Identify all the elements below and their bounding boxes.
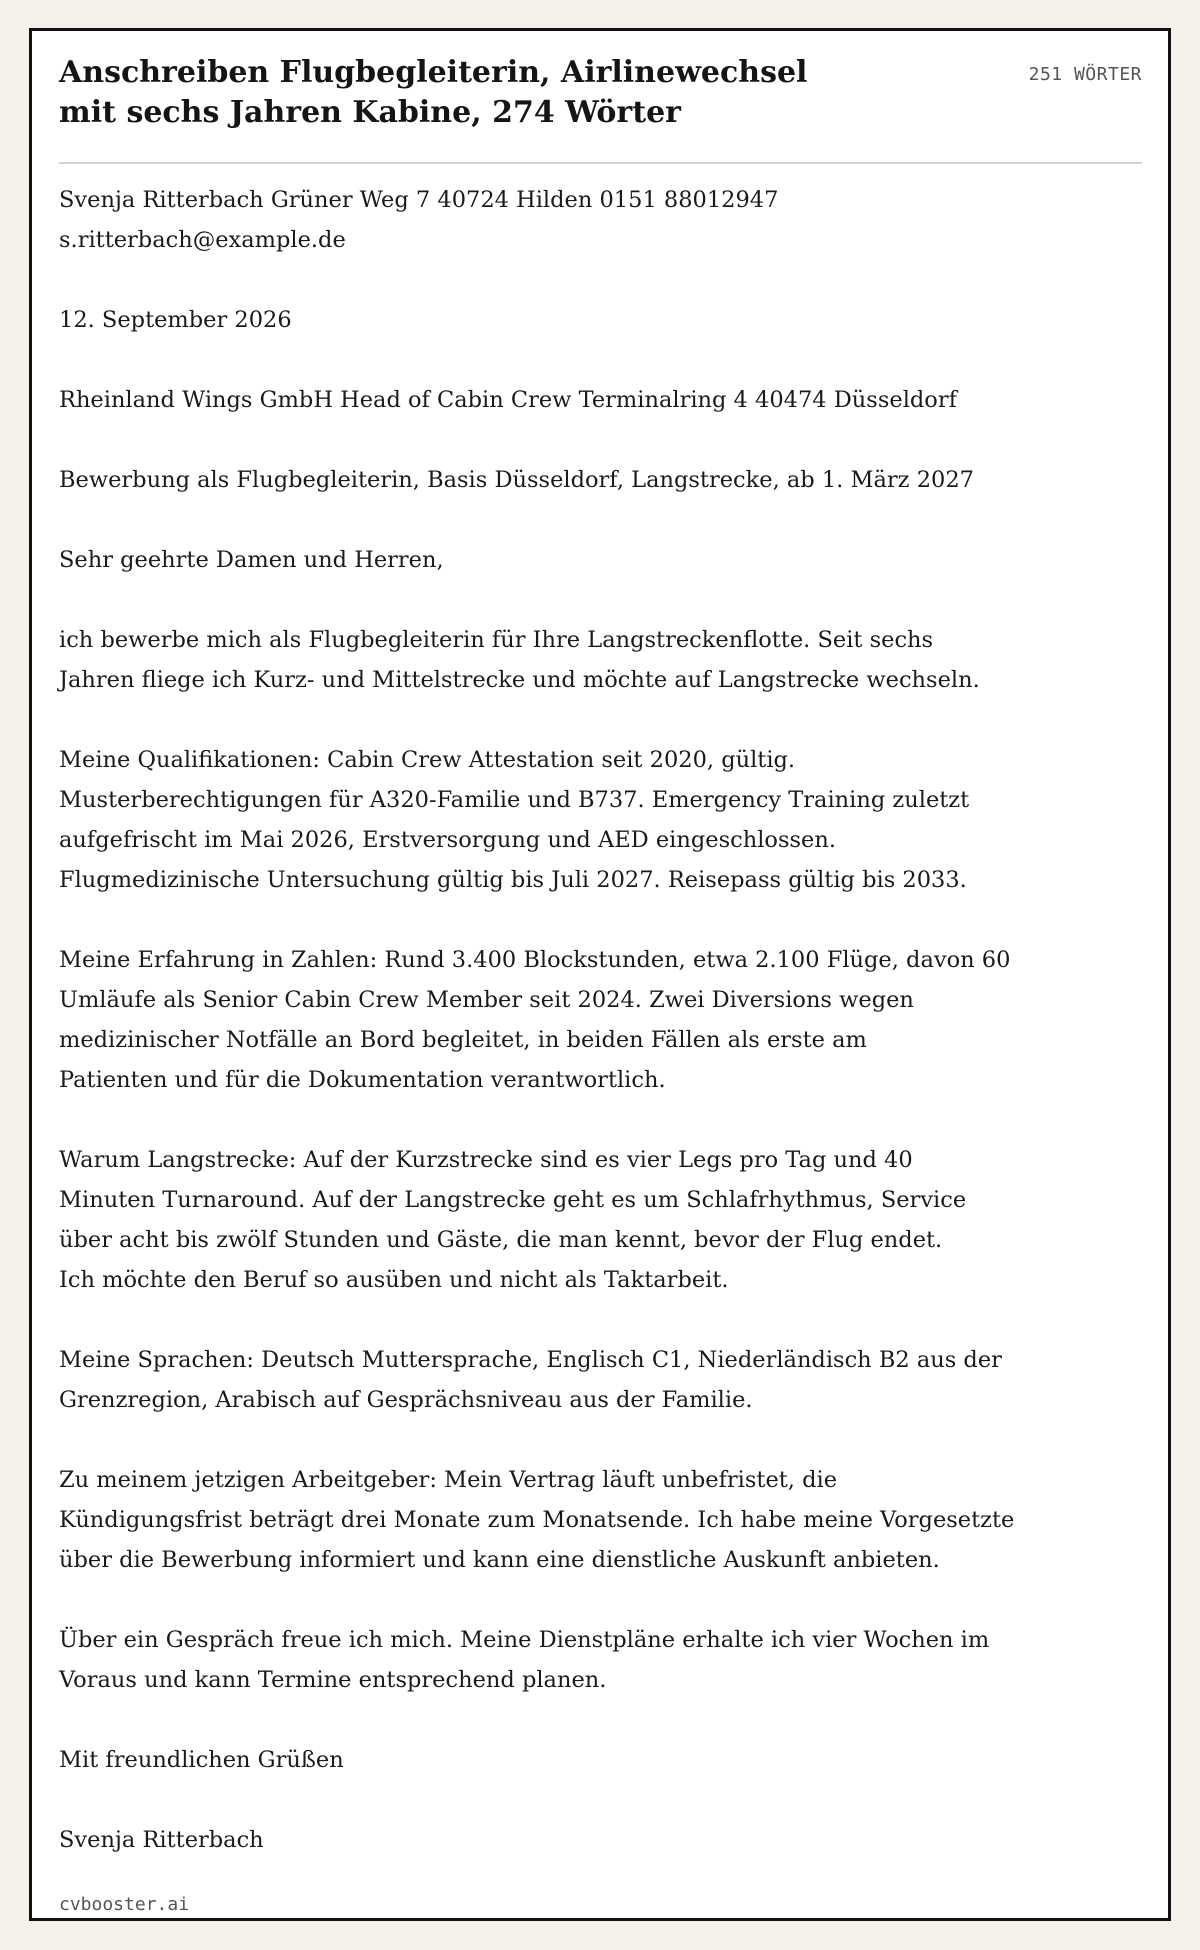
signature-name: Svenja Ritterbach [59, 1827, 264, 1853]
paragraph-motivation: Warum Langstrecke: Auf der Kurzstrecke sind es vier Legs pro Tag und 40 Minuten Turnaround. Auf der Langstrecke geht es um Schlafrhythmus, Service über acht bis zwölf Stunden und Gäste, die man kennt, bevor der Flug endet. Ich möchte den Beruf so ausüben und nicht als Taktarbeit. [59, 1147, 967, 1293]
cover-letter-card [29, 28, 1171, 1921]
paragraph-closing-remark: Über ein Gespräch freue ich mich. Meine Dienstpläne erhalte ich vier Wochen im Voraus und kann Termine entsprechend planen. [59, 1627, 990, 1693]
paragraph-languages: Meine Sprachen: Deutsch Muttersprache, Englisch C1, Niederländisch B2 aus der Grenzregion, Arabisch auf Gesprächsniveau aus der Familie. [59, 1347, 1002, 1413]
letter-body [59, 180, 1119, 1860]
document-title: Anschreiben Flugbegleiterin, Airlinewechsel mit sechs Jahren Kabine, 274 Wörter [59, 55, 808, 130]
header-divider [59, 162, 1142, 164]
brand-footer: cvbooster.ai [59, 1894, 190, 1915]
paragraph-intro: ich bewerbe mich als Flugbegleiterin für Ihre Langstreckenflotte. Seit sechs Jahren fliege ich Kurz- und Mittelstrecke und möchte auf Langstrecke wechseln. [59, 627, 980, 693]
word-count-badge: 251 WÖRTER [1028, 64, 1142, 85]
salutation: Sehr geehrte Damen und Herren, [59, 547, 444, 573]
sender-block: Svenja Ritterbach Grüner Weg 7 40724 Hilden 0151 88012947 s.ritterbach@example.de [59, 187, 779, 253]
closing-formula: Mit freundlichen Grüßen [59, 1747, 344, 1773]
recipient-block: Rheinland Wings GmbH Head of Cabin Crew Terminalring 4 40474 Düsseldorf [59, 387, 957, 413]
letter-date: 12. September 2026 [59, 307, 292, 333]
paragraph-qualifications: Meine Qualifikationen: Cabin Crew Attestation seit 2020, gültig. Musterberechtigungen für A320-Familie und B737. Emergency Training zuletzt aufgefrischt im Mai 2026, Erstversorgung und AED eingeschlossen. Flugmedizinische Untersuchung gültig bis Juli 2027. Reisepass gültig bis 2033. [59, 747, 970, 893]
paragraph-experience: Meine Erfahrung in Zahlen: Rund 3.400 Blockstunden, etwa 2.100 Flüge, davon 60 Umläufe als Senior Cabin Crew Member seit 2024. Zwei Diversions wegen medizinischer Notfälle an Bord begleitet, in beiden Fällen als erste am Patienten und für die Dokumentation verantwortlich. [59, 947, 1011, 1093]
paragraph-employer: Zu meinem jetzigen Arbeitgeber: Mein Vertrag läuft unbefristet, die Kündigungsfrist beträgt drei Monate zum Monatsende. Ich habe meine Vorgesetzte über die Bewerbung informiert und kann eine dienstliche Auskunft anbieten. [59, 1467, 1015, 1573]
subject-line: Bewerbung als Flugbegleiterin, Basis Düsseldorf, Langstrecke, ab 1. März 2027 [59, 467, 974, 493]
